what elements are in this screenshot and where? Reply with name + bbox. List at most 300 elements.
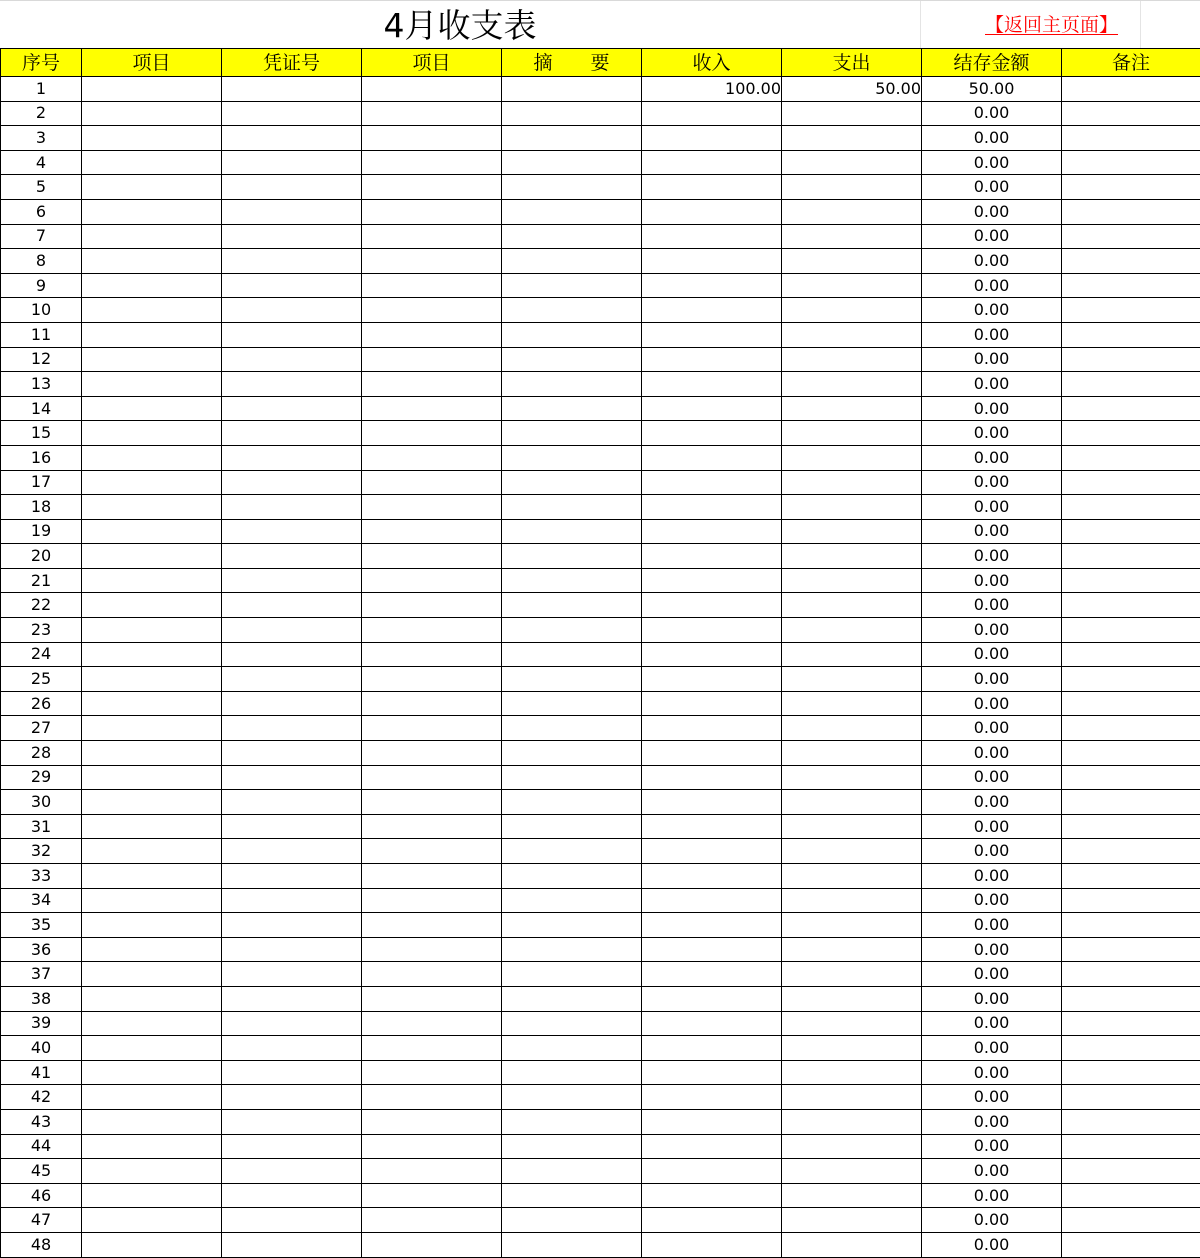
cell-expense[interactable] bbox=[782, 593, 922, 618]
cell-summary[interactable] bbox=[502, 1134, 642, 1159]
cell-voucher-no[interactable] bbox=[222, 741, 362, 766]
cell-income[interactable] bbox=[642, 150, 782, 175]
cell-voucher-no[interactable] bbox=[222, 347, 362, 372]
cell-expense[interactable] bbox=[782, 790, 922, 815]
cell-item[interactable] bbox=[82, 986, 222, 1011]
cell-income[interactable] bbox=[642, 667, 782, 692]
cell-remarks[interactable] bbox=[1062, 716, 1200, 741]
cell-summary[interactable] bbox=[502, 1183, 642, 1208]
cell-voucher-no[interactable] bbox=[222, 372, 362, 397]
cell-item[interactable] bbox=[82, 1232, 222, 1257]
cell-item-2[interactable] bbox=[362, 273, 502, 298]
cell-balance[interactable]: 0.00 bbox=[922, 544, 1062, 569]
cell-item[interactable] bbox=[82, 814, 222, 839]
cell-item[interactable] bbox=[82, 667, 222, 692]
cell-item-2[interactable] bbox=[362, 1134, 502, 1159]
cell-balance[interactable]: 0.00 bbox=[922, 1159, 1062, 1184]
cell-remarks[interactable] bbox=[1062, 372, 1200, 397]
cell-remarks[interactable] bbox=[1062, 445, 1200, 470]
cell-remarks[interactable] bbox=[1062, 519, 1200, 544]
cell-voucher-no[interactable] bbox=[222, 273, 362, 298]
cell-voucher-no[interactable] bbox=[222, 618, 362, 643]
cell-expense[interactable] bbox=[782, 101, 922, 126]
cell-item-2[interactable] bbox=[362, 618, 502, 643]
cell-seq[interactable]: 34 bbox=[1, 888, 82, 913]
cell-summary[interactable] bbox=[502, 864, 642, 889]
cell-item[interactable] bbox=[82, 568, 222, 593]
cell-balance[interactable]: 0.00 bbox=[922, 298, 1062, 323]
cell-balance[interactable]: 0.00 bbox=[922, 421, 1062, 446]
cell-item-2[interactable] bbox=[362, 864, 502, 889]
cell-summary[interactable] bbox=[502, 765, 642, 790]
cell-item[interactable] bbox=[82, 593, 222, 618]
cell-item[interactable] bbox=[82, 175, 222, 200]
cell-seq[interactable]: 22 bbox=[1, 593, 82, 618]
cell-remarks[interactable] bbox=[1062, 1208, 1200, 1233]
cell-balance[interactable]: 0.00 bbox=[922, 1036, 1062, 1061]
cell-expense[interactable] bbox=[782, 199, 922, 224]
cell-summary[interactable] bbox=[502, 618, 642, 643]
cell-voucher-no[interactable] bbox=[222, 126, 362, 151]
cell-voucher-no[interactable] bbox=[222, 1159, 362, 1184]
cell-balance[interactable]: 0.00 bbox=[922, 765, 1062, 790]
cell-expense[interactable] bbox=[782, 273, 922, 298]
cell-remarks[interactable] bbox=[1062, 1085, 1200, 1110]
cell-item[interactable] bbox=[82, 691, 222, 716]
cell-item[interactable] bbox=[82, 790, 222, 815]
cell-expense[interactable] bbox=[782, 741, 922, 766]
cell-remarks[interactable] bbox=[1062, 839, 1200, 864]
cell-seq[interactable]: 26 bbox=[1, 691, 82, 716]
cell-item-2[interactable] bbox=[362, 396, 502, 421]
cell-income[interactable] bbox=[642, 421, 782, 446]
cell-balance[interactable]: 0.00 bbox=[922, 519, 1062, 544]
cell-seq[interactable]: 18 bbox=[1, 495, 82, 520]
cell-summary[interactable] bbox=[502, 1109, 642, 1134]
cell-balance[interactable]: 0.00 bbox=[922, 593, 1062, 618]
cell-item[interactable] bbox=[82, 913, 222, 938]
cell-item-2[interactable] bbox=[362, 986, 502, 1011]
cell-balance[interactable]: 0.00 bbox=[922, 568, 1062, 593]
cell-voucher-no[interactable] bbox=[222, 691, 362, 716]
cell-seq[interactable]: 16 bbox=[1, 445, 82, 470]
cell-item-2[interactable] bbox=[362, 593, 502, 618]
cell-item[interactable] bbox=[82, 765, 222, 790]
cell-item[interactable] bbox=[82, 150, 222, 175]
cell-item-2[interactable] bbox=[362, 765, 502, 790]
cell-voucher-no[interactable] bbox=[222, 986, 362, 1011]
cell-summary[interactable] bbox=[502, 1208, 642, 1233]
cell-balance[interactable]: 0.00 bbox=[922, 1109, 1062, 1134]
cell-income[interactable] bbox=[642, 1060, 782, 1085]
cell-expense[interactable] bbox=[782, 396, 922, 421]
cell-expense[interactable]: 50.00 bbox=[782, 77, 922, 102]
cell-expense[interactable] bbox=[782, 691, 922, 716]
cell-summary[interactable] bbox=[502, 839, 642, 864]
cell-item[interactable] bbox=[82, 1085, 222, 1110]
cell-summary[interactable] bbox=[502, 519, 642, 544]
cell-balance[interactable]: 0.00 bbox=[922, 618, 1062, 643]
cell-seq[interactable]: 17 bbox=[1, 470, 82, 495]
cell-balance[interactable]: 0.00 bbox=[922, 1134, 1062, 1159]
cell-item-2[interactable] bbox=[362, 421, 502, 446]
cell-item-2[interactable] bbox=[362, 322, 502, 347]
cell-voucher-no[interactable] bbox=[222, 421, 362, 446]
cell-seq[interactable]: 48 bbox=[1, 1232, 82, 1257]
cell-voucher-no[interactable] bbox=[222, 568, 362, 593]
cell-item[interactable] bbox=[82, 839, 222, 864]
cell-income[interactable] bbox=[642, 126, 782, 151]
cell-seq[interactable]: 32 bbox=[1, 839, 82, 864]
cell-voucher-no[interactable] bbox=[222, 1085, 362, 1110]
cell-seq[interactable]: 39 bbox=[1, 1011, 82, 1036]
cell-balance[interactable]: 0.00 bbox=[922, 199, 1062, 224]
cell-income[interactable] bbox=[642, 224, 782, 249]
cell-expense[interactable] bbox=[782, 1036, 922, 1061]
cell-remarks[interactable] bbox=[1062, 814, 1200, 839]
cell-balance[interactable]: 0.00 bbox=[922, 962, 1062, 987]
cell-item-2[interactable] bbox=[362, 1085, 502, 1110]
cell-voucher-no[interactable] bbox=[222, 470, 362, 495]
cell-seq[interactable]: 7 bbox=[1, 224, 82, 249]
cell-voucher-no[interactable] bbox=[222, 593, 362, 618]
cell-voucher-no[interactable] bbox=[222, 1011, 362, 1036]
cell-summary[interactable] bbox=[502, 224, 642, 249]
cell-item-2[interactable] bbox=[362, 1208, 502, 1233]
cell-balance[interactable]: 0.00 bbox=[922, 396, 1062, 421]
cell-summary[interactable] bbox=[502, 347, 642, 372]
cell-balance[interactable]: 0.00 bbox=[922, 495, 1062, 520]
cell-remarks[interactable] bbox=[1062, 1134, 1200, 1159]
cell-item-2[interactable] bbox=[362, 716, 502, 741]
cell-income[interactable] bbox=[642, 396, 782, 421]
cell-seq[interactable]: 41 bbox=[1, 1060, 82, 1085]
cell-voucher-no[interactable] bbox=[222, 77, 362, 102]
cell-summary[interactable] bbox=[502, 568, 642, 593]
cell-item-2[interactable] bbox=[362, 445, 502, 470]
cell-balance[interactable]: 0.00 bbox=[922, 372, 1062, 397]
cell-summary[interactable] bbox=[502, 544, 642, 569]
cell-voucher-no[interactable] bbox=[222, 199, 362, 224]
cell-voucher-no[interactable] bbox=[222, 864, 362, 889]
cell-seq[interactable]: 43 bbox=[1, 1109, 82, 1134]
cell-summary[interactable] bbox=[502, 175, 642, 200]
cell-voucher-no[interactable] bbox=[222, 249, 362, 274]
cell-item[interactable] bbox=[82, 199, 222, 224]
cell-remarks[interactable] bbox=[1062, 1183, 1200, 1208]
cell-expense[interactable] bbox=[782, 322, 922, 347]
cell-seq[interactable]: 14 bbox=[1, 396, 82, 421]
cell-remarks[interactable] bbox=[1062, 593, 1200, 618]
cell-expense[interactable] bbox=[782, 888, 922, 913]
cell-balance[interactable]: 0.00 bbox=[922, 716, 1062, 741]
cell-seq[interactable]: 24 bbox=[1, 642, 82, 667]
cell-item[interactable] bbox=[82, 1159, 222, 1184]
cell-income[interactable] bbox=[642, 741, 782, 766]
cell-expense[interactable] bbox=[782, 445, 922, 470]
cell-item-2[interactable] bbox=[362, 1060, 502, 1085]
cell-item[interactable] bbox=[82, 1060, 222, 1085]
cell-summary[interactable] bbox=[502, 962, 642, 987]
cell-balance[interactable]: 0.00 bbox=[922, 126, 1062, 151]
cell-income[interactable] bbox=[642, 470, 782, 495]
cell-remarks[interactable] bbox=[1062, 790, 1200, 815]
cell-item[interactable] bbox=[82, 396, 222, 421]
cell-balance[interactable]: 0.00 bbox=[922, 1060, 1062, 1085]
cell-income[interactable] bbox=[642, 322, 782, 347]
cell-item-2[interactable] bbox=[362, 962, 502, 987]
cell-voucher-no[interactable] bbox=[222, 150, 362, 175]
cell-seq[interactable]: 38 bbox=[1, 986, 82, 1011]
cell-income[interactable] bbox=[642, 691, 782, 716]
cell-item-2[interactable] bbox=[362, 298, 502, 323]
cell-item[interactable] bbox=[82, 126, 222, 151]
cell-remarks[interactable] bbox=[1062, 741, 1200, 766]
cell-seq[interactable]: 45 bbox=[1, 1159, 82, 1184]
cell-remarks[interactable] bbox=[1062, 986, 1200, 1011]
cell-balance[interactable]: 0.00 bbox=[922, 347, 1062, 372]
cell-remarks[interactable] bbox=[1062, 888, 1200, 913]
col-header-expense[interactable]: 支出 bbox=[782, 49, 922, 77]
col-header-remarks[interactable]: 备注 bbox=[1062, 49, 1200, 77]
cell-balance[interactable]: 0.00 bbox=[922, 667, 1062, 692]
cell-voucher-no[interactable] bbox=[222, 716, 362, 741]
cell-item-2[interactable] bbox=[362, 347, 502, 372]
cell-summary[interactable] bbox=[502, 790, 642, 815]
cell-seq[interactable]: 29 bbox=[1, 765, 82, 790]
cell-balance[interactable]: 0.00 bbox=[922, 175, 1062, 200]
cell-expense[interactable] bbox=[782, 126, 922, 151]
cell-item-2[interactable] bbox=[362, 1109, 502, 1134]
cell-remarks[interactable] bbox=[1062, 937, 1200, 962]
cell-income[interactable] bbox=[642, 495, 782, 520]
cell-income[interactable] bbox=[642, 839, 782, 864]
cell-voucher-no[interactable] bbox=[222, 298, 362, 323]
cell-remarks[interactable] bbox=[1062, 568, 1200, 593]
cell-voucher-no[interactable] bbox=[222, 667, 362, 692]
cell-item-2[interactable] bbox=[362, 1011, 502, 1036]
cell-income[interactable] bbox=[642, 544, 782, 569]
cell-seq[interactable]: 5 bbox=[1, 175, 82, 200]
cell-balance[interactable]: 0.00 bbox=[922, 888, 1062, 913]
cell-seq[interactable]: 20 bbox=[1, 544, 82, 569]
cell-seq[interactable]: 46 bbox=[1, 1183, 82, 1208]
col-header-item-2[interactable]: 项目 bbox=[362, 49, 502, 77]
cell-expense[interactable] bbox=[782, 1085, 922, 1110]
cell-income[interactable] bbox=[642, 445, 782, 470]
cell-remarks[interactable] bbox=[1062, 1060, 1200, 1085]
cell-summary[interactable] bbox=[502, 1085, 642, 1110]
cell-income[interactable] bbox=[642, 765, 782, 790]
cell-item-2[interactable] bbox=[362, 150, 502, 175]
cell-item[interactable] bbox=[82, 618, 222, 643]
cell-summary[interactable] bbox=[502, 1036, 642, 1061]
cell-income[interactable] bbox=[642, 962, 782, 987]
cell-summary[interactable] bbox=[502, 273, 642, 298]
cell-balance[interactable]: 0.00 bbox=[922, 937, 1062, 962]
cell-item-2[interactable] bbox=[362, 790, 502, 815]
cell-item[interactable] bbox=[82, 544, 222, 569]
cell-expense[interactable] bbox=[782, 913, 922, 938]
cell-remarks[interactable] bbox=[1062, 1109, 1200, 1134]
cell-voucher-no[interactable] bbox=[222, 544, 362, 569]
cell-income[interactable] bbox=[642, 1232, 782, 1257]
cell-seq[interactable]: 27 bbox=[1, 716, 82, 741]
cell-balance[interactable]: 0.00 bbox=[922, 864, 1062, 889]
cell-expense[interactable] bbox=[782, 150, 922, 175]
cell-summary[interactable] bbox=[502, 691, 642, 716]
cell-voucher-no[interactable] bbox=[222, 642, 362, 667]
cell-expense[interactable] bbox=[782, 716, 922, 741]
col-header-summary[interactable]: 摘 要 bbox=[502, 49, 642, 77]
cell-seq[interactable]: 25 bbox=[1, 667, 82, 692]
cell-expense[interactable] bbox=[782, 519, 922, 544]
cell-remarks[interactable] bbox=[1062, 1232, 1200, 1257]
cell-item-2[interactable] bbox=[362, 888, 502, 913]
cell-seq[interactable]: 44 bbox=[1, 1134, 82, 1159]
cell-income[interactable]: 100.00 bbox=[642, 77, 782, 102]
cell-income[interactable] bbox=[642, 937, 782, 962]
cell-item-2[interactable] bbox=[362, 839, 502, 864]
cell-summary[interactable] bbox=[502, 126, 642, 151]
cell-item[interactable] bbox=[82, 77, 222, 102]
cell-expense[interactable] bbox=[782, 937, 922, 962]
cell-summary[interactable] bbox=[502, 888, 642, 913]
cell-income[interactable] bbox=[642, 1159, 782, 1184]
cell-item[interactable] bbox=[82, 1208, 222, 1233]
cell-expense[interactable] bbox=[782, 372, 922, 397]
cell-summary[interactable] bbox=[502, 814, 642, 839]
cell-expense[interactable] bbox=[782, 864, 922, 889]
cell-balance[interactable]: 0.00 bbox=[922, 691, 1062, 716]
cell-income[interactable] bbox=[642, 1109, 782, 1134]
cell-expense[interactable] bbox=[782, 1232, 922, 1257]
cell-item-2[interactable] bbox=[362, 642, 502, 667]
cell-income[interactable] bbox=[642, 790, 782, 815]
cell-summary[interactable] bbox=[502, 495, 642, 520]
cell-item[interactable] bbox=[82, 322, 222, 347]
cell-summary[interactable] bbox=[502, 445, 642, 470]
cell-balance[interactable]: 0.00 bbox=[922, 322, 1062, 347]
cell-item[interactable] bbox=[82, 962, 222, 987]
cell-item-2[interactable] bbox=[362, 175, 502, 200]
cell-expense[interactable] bbox=[782, 544, 922, 569]
col-header-balance[interactable]: 结存金额 bbox=[922, 49, 1062, 77]
cell-item-2[interactable] bbox=[362, 814, 502, 839]
cell-balance[interactable]: 50.00 bbox=[922, 77, 1062, 102]
cell-remarks[interactable] bbox=[1062, 618, 1200, 643]
cell-summary[interactable] bbox=[502, 150, 642, 175]
cell-remarks[interactable] bbox=[1062, 642, 1200, 667]
cell-expense[interactable] bbox=[782, 1060, 922, 1085]
cell-voucher-no[interactable] bbox=[222, 1232, 362, 1257]
cell-expense[interactable] bbox=[782, 1109, 922, 1134]
cell-voucher-no[interactable] bbox=[222, 1109, 362, 1134]
cell-voucher-no[interactable] bbox=[222, 1134, 362, 1159]
cell-voucher-no[interactable] bbox=[222, 1208, 362, 1233]
cell-expense[interactable] bbox=[782, 495, 922, 520]
cell-remarks[interactable] bbox=[1062, 322, 1200, 347]
cell-voucher-no[interactable] bbox=[222, 888, 362, 913]
cell-remarks[interactable] bbox=[1062, 199, 1200, 224]
cell-seq[interactable]: 15 bbox=[1, 421, 82, 446]
cell-balance[interactable]: 0.00 bbox=[922, 986, 1062, 1011]
cell-item[interactable] bbox=[82, 937, 222, 962]
cell-remarks[interactable] bbox=[1062, 77, 1200, 102]
cell-item-2[interactable] bbox=[362, 199, 502, 224]
cell-income[interactable] bbox=[642, 298, 782, 323]
cell-expense[interactable] bbox=[782, 1183, 922, 1208]
cell-item[interactable] bbox=[82, 445, 222, 470]
cell-expense[interactable] bbox=[782, 814, 922, 839]
cell-item[interactable] bbox=[82, 519, 222, 544]
cell-expense[interactable] bbox=[782, 249, 922, 274]
cell-income[interactable] bbox=[642, 249, 782, 274]
cell-voucher-no[interactable] bbox=[222, 175, 362, 200]
cell-seq[interactable]: 31 bbox=[1, 814, 82, 839]
cell-item-2[interactable] bbox=[362, 495, 502, 520]
cell-seq[interactable]: 19 bbox=[1, 519, 82, 544]
cell-expense[interactable] bbox=[782, 1011, 922, 1036]
cell-balance[interactable]: 0.00 bbox=[922, 273, 1062, 298]
cell-remarks[interactable] bbox=[1062, 224, 1200, 249]
cell-seq[interactable]: 12 bbox=[1, 347, 82, 372]
cell-seq[interactable]: 47 bbox=[1, 1208, 82, 1233]
cell-balance[interactable]: 0.00 bbox=[922, 1232, 1062, 1257]
cell-voucher-no[interactable] bbox=[222, 101, 362, 126]
col-header-item[interactable]: 项目 bbox=[82, 49, 222, 77]
cell-item-2[interactable] bbox=[362, 101, 502, 126]
cell-remarks[interactable] bbox=[1062, 691, 1200, 716]
cell-expense[interactable] bbox=[782, 421, 922, 446]
cell-remarks[interactable] bbox=[1062, 667, 1200, 692]
cell-expense[interactable] bbox=[782, 962, 922, 987]
cell-expense[interactable] bbox=[782, 765, 922, 790]
cell-seq[interactable]: 23 bbox=[1, 618, 82, 643]
cell-balance[interactable]: 0.00 bbox=[922, 445, 1062, 470]
cell-summary[interactable] bbox=[502, 642, 642, 667]
cell-seq[interactable]: 37 bbox=[1, 962, 82, 987]
cell-summary[interactable] bbox=[502, 396, 642, 421]
cell-summary[interactable] bbox=[502, 470, 642, 495]
cell-seq[interactable]: 40 bbox=[1, 1036, 82, 1061]
cell-income[interactable] bbox=[642, 273, 782, 298]
cell-item-2[interactable] bbox=[362, 77, 502, 102]
cell-income[interactable] bbox=[642, 618, 782, 643]
cell-item[interactable] bbox=[82, 1036, 222, 1061]
cell-income[interactable] bbox=[642, 519, 782, 544]
cell-voucher-no[interactable] bbox=[222, 322, 362, 347]
cell-seq[interactable]: 1 bbox=[1, 77, 82, 102]
cell-item-2[interactable] bbox=[362, 568, 502, 593]
cell-item-2[interactable] bbox=[362, 519, 502, 544]
cell-item[interactable] bbox=[82, 421, 222, 446]
cell-summary[interactable] bbox=[502, 913, 642, 938]
cell-item[interactable] bbox=[82, 642, 222, 667]
cell-balance[interactable]: 0.00 bbox=[922, 224, 1062, 249]
cell-item[interactable] bbox=[82, 347, 222, 372]
cell-summary[interactable] bbox=[502, 101, 642, 126]
cell-remarks[interactable] bbox=[1062, 962, 1200, 987]
cell-item-2[interactable] bbox=[362, 691, 502, 716]
col-header-income[interactable]: 收入 bbox=[642, 49, 782, 77]
cell-expense[interactable] bbox=[782, 618, 922, 643]
cell-item[interactable] bbox=[82, 101, 222, 126]
cell-summary[interactable] bbox=[502, 1159, 642, 1184]
cell-expense[interactable] bbox=[782, 1159, 922, 1184]
cell-item[interactable] bbox=[82, 470, 222, 495]
cell-item-2[interactable] bbox=[362, 741, 502, 766]
